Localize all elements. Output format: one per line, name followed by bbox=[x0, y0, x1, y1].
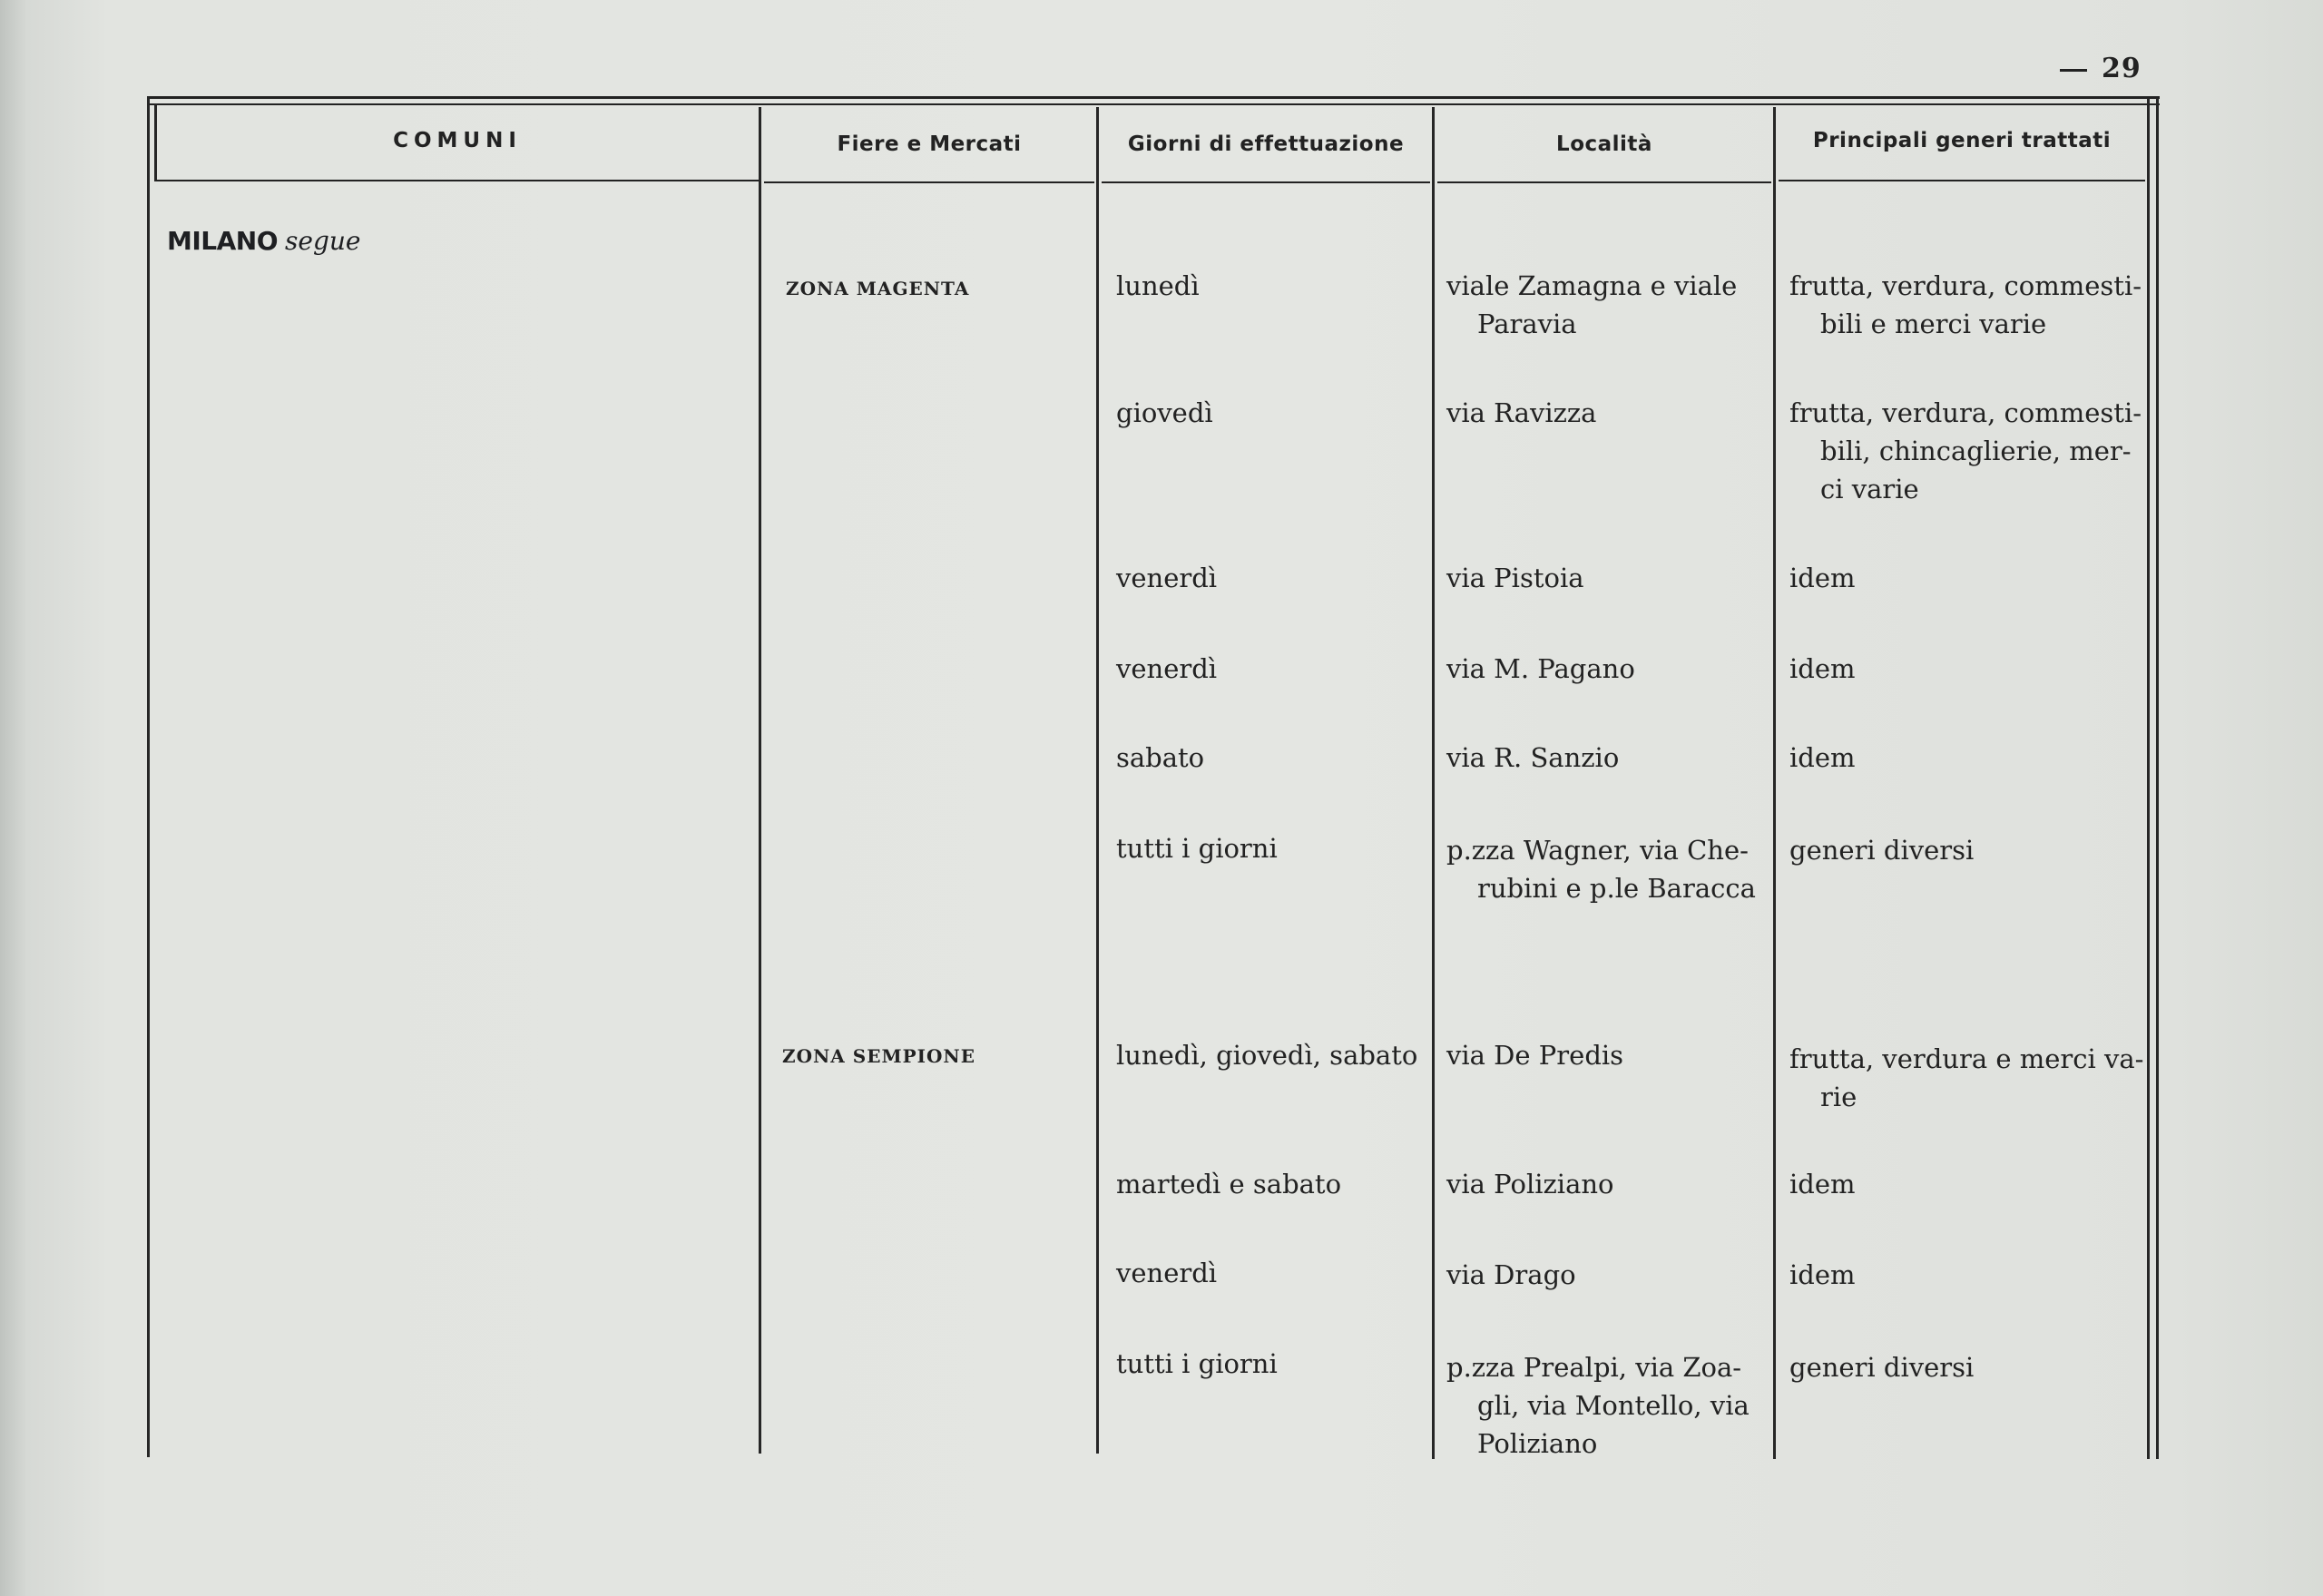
row-generi bbox=[1789, 1165, 2152, 1203]
generi-line: ci varie bbox=[1820, 474, 1919, 504]
row-localita bbox=[1446, 559, 1764, 597]
row-generi bbox=[1789, 1348, 2152, 1386]
table-top-rule bbox=[147, 96, 2160, 99]
generi-line: frutta, verdura, commesti- bbox=[1789, 270, 2142, 301]
generi-line: rie bbox=[1820, 1082, 1857, 1112]
zone-label-sempione: ZONA SEMPIONE bbox=[782, 1045, 975, 1067]
header-rule-localita bbox=[1437, 181, 1771, 183]
generi-line: idem bbox=[1789, 653, 1856, 684]
row-generi bbox=[1789, 394, 2152, 508]
page-number bbox=[2060, 53, 2142, 84]
localita-line: via Pistoia bbox=[1446, 563, 1584, 593]
generi-line: idem bbox=[1789, 563, 1856, 593]
generi-line: idem bbox=[1789, 1169, 1856, 1199]
row-giorni: tutti i giorni bbox=[1116, 833, 1278, 864]
table-top-rule-inner bbox=[147, 103, 2160, 105]
column-rule-1 bbox=[759, 107, 761, 1454]
localita-line: via Poliziano bbox=[1446, 1169, 1614, 1199]
row-giorni: lunedì, giovedì, sabato bbox=[1116, 1040, 1418, 1071]
localita-line: p.zza Wagner, via Che- bbox=[1446, 835, 1749, 866]
generi-line: bili e merci varie bbox=[1820, 308, 2047, 339]
generi-line: generi diversi bbox=[1789, 1352, 1975, 1383]
row-localita bbox=[1446, 739, 1764, 777]
localita-line: Paravia bbox=[1477, 308, 1577, 339]
generi-line: idem bbox=[1789, 742, 1856, 773]
row-generi bbox=[1789, 1040, 2152, 1116]
localita-line: via De Predis bbox=[1446, 1040, 1624, 1071]
row-localita bbox=[1446, 394, 1764, 432]
header-generi: Principali generi trattati bbox=[1812, 129, 2112, 152]
localita-line: gli, via Montello, via bbox=[1477, 1390, 1750, 1421]
generi-line: bili, chincaglierie, mer- bbox=[1820, 436, 2132, 466]
row-generi bbox=[1789, 1256, 2152, 1294]
localita-line: via R. Sanzio bbox=[1446, 742, 1620, 773]
row-localita bbox=[1446, 267, 1764, 343]
row-giorni: martedì e sabato bbox=[1116, 1169, 1342, 1199]
row-localita bbox=[1446, 650, 1764, 688]
header-rule-fiere bbox=[764, 181, 1094, 183]
header-comuni: COMUNI bbox=[393, 129, 522, 152]
row-giorni: giovedì bbox=[1116, 397, 1213, 428]
page-number-value: 29 bbox=[2102, 53, 2142, 84]
header-rule-generi bbox=[1779, 180, 2145, 181]
header-localita: Località bbox=[1556, 132, 1652, 156]
localita-line: via M. Pagano bbox=[1446, 653, 1635, 684]
row-localita bbox=[1446, 1036, 1764, 1074]
row-localita bbox=[1446, 831, 1764, 907]
localita-line: p.zza Prealpi, via Zoa- bbox=[1446, 1352, 1742, 1383]
row-generi bbox=[1789, 267, 2152, 343]
header-rule-comuni bbox=[156, 180, 759, 181]
column-rule-2 bbox=[1096, 107, 1099, 1454]
localita-line: Poliziano bbox=[1477, 1428, 1598, 1459]
zone-label-magenta: ZONA MAGENTA bbox=[786, 278, 970, 299]
row-giorni: lunedì bbox=[1116, 270, 1200, 301]
row-localita bbox=[1446, 1348, 1764, 1463]
comune-name: MILANO bbox=[167, 226, 279, 256]
generi-line: frutta, verdura e merci va- bbox=[1789, 1043, 2144, 1074]
localita-line: via Ravizza bbox=[1446, 397, 1597, 428]
row-generi bbox=[1789, 559, 2152, 597]
row-localita bbox=[1446, 1256, 1764, 1294]
row-giorni: venerdì bbox=[1116, 653, 1218, 684]
row-localita bbox=[1446, 1165, 1764, 1203]
localita-line: viale Zamagna e viale bbox=[1446, 270, 1738, 301]
row-giorni: tutti i giorni bbox=[1116, 1348, 1278, 1379]
table-left-rule bbox=[147, 96, 150, 1457]
row-giorni: venerdì bbox=[1116, 1258, 1218, 1288]
table-right-rule-outer bbox=[2156, 98, 2159, 1459]
generi-line: idem bbox=[1789, 1259, 1856, 1290]
row-giorni: sabato bbox=[1116, 742, 1205, 773]
generi-line: frutta, verdura, commesti- bbox=[1789, 397, 2142, 428]
page-number-dash bbox=[2060, 69, 2087, 72]
column-rule-4 bbox=[1773, 107, 1776, 1459]
row-giorni: venerdì bbox=[1116, 563, 1218, 593]
comune-suffix: segue bbox=[285, 226, 361, 256]
row-generi bbox=[1789, 831, 2152, 869]
header-giorni: Giorni di effettuazione bbox=[1127, 132, 1405, 156]
header-fiere-mercati: Fiere e Mercati bbox=[837, 132, 1022, 156]
header-rule-giorni bbox=[1102, 181, 1430, 183]
comune-label bbox=[167, 225, 361, 257]
localita-line: via Drago bbox=[1446, 1259, 1576, 1290]
row-generi bbox=[1789, 650, 2152, 688]
row-generi bbox=[1789, 739, 2152, 777]
localita-line: rubini e p.le Baracca bbox=[1477, 873, 1756, 904]
generi-line: generi diversi bbox=[1789, 835, 1975, 866]
